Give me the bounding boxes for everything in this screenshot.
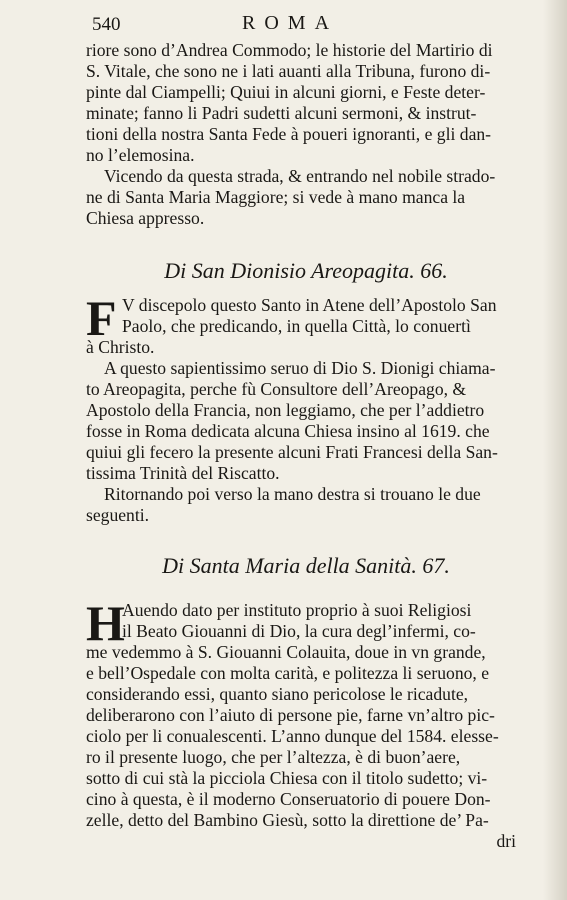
text-line: Vicendo da questa strada, & entrando nel nobile strado- <box>104 166 496 186</box>
text-line: riore sono d’Andrea Commodo; le historie del Martirio di <box>86 40 493 60</box>
catchword: dri <box>496 831 516 851</box>
text-line: no l’elemosina. <box>86 145 195 165</box>
text-line: ne di Santa Maria Maggiore; si vede à mano manca la <box>86 187 466 207</box>
text-line: considerando essi, quanto siano pericolose le ricadute, <box>86 684 469 704</box>
text-line: fosse in Roma dedicata alcuna Chiesa insino al 1619. che <box>86 421 490 441</box>
section-66-text <box>86 290 526 526</box>
text-line: e bell’Ospedale con molta carità, e politezza li seruono, e <box>86 663 490 683</box>
text-line: V discepolo questo Santo in Atene dell’Apostolo San <box>122 295 497 315</box>
page-edge-shadow <box>543 0 567 900</box>
text-line: sotto di cui stà la picciola Chiesa con il titolo sudetto; vi- <box>86 768 488 788</box>
page-header <box>92 12 522 38</box>
text-line: A questo sapientissimo seruo di Dio S. Dionigi chiama- <box>104 358 496 378</box>
dropcap-block <box>86 290 526 346</box>
text-line: me vedemmo à S. Giouanni Colauita, doue in vn grande, <box>86 642 486 662</box>
section-heading-67: Di Santa Maria della Sanità. 67. <box>162 553 450 578</box>
text-line: minate; fanno li Padri sudetti alcuni sermoni, & instrut- <box>86 103 477 123</box>
text-line: Ritornando poi verso la mano destra si trouano le due <box>104 484 481 504</box>
section-heading-66: Di San Dionisio Areopagita. 66. <box>164 258 448 283</box>
text-line: deliberarono con l’aiuto di persone pie, farne vn’altro pic- <box>86 705 495 725</box>
text-line: tioni della nostra Santa Fede à poueri ignoranti, e gli dan- <box>86 124 492 144</box>
text-line: Chiesa appresso. <box>86 208 205 228</box>
text-line: pinte dal Ciampelli; Quiui in alcuni giorni, e Feste deter- <box>86 82 486 102</box>
text-line: ciolo per li conualescenti. L’anno dunque del 1584. elesse- <box>86 726 499 746</box>
paragraph-continuation <box>86 40 526 229</box>
text-line: cino à questa, è il moderno Conseruatorio di pouere Don- <box>86 789 491 809</box>
page-number: 540 <box>92 14 121 35</box>
text-line: zelle, detto del Bambino Giesù, sotto la direttione de’ Pa- <box>86 810 489 830</box>
text-line: seguenti. <box>86 505 150 525</box>
text-line: à Christo. <box>86 337 155 357</box>
text-line: Paolo, che predicando, in quella Città, lo conuertì <box>122 316 471 336</box>
text-line: to Areopagita, perche fù Consultore dell’Areopago, & <box>86 379 467 399</box>
drop-cap-letter: F <box>86 290 117 346</box>
text-line: tissima Trinità del Riscatto. <box>86 463 280 483</box>
text-line: S. Vitale, che sono ne i lati auanti alla Tribuna, furono di- <box>86 61 491 81</box>
running-head: ROMA <box>242 12 339 34</box>
text-line: Auendo dato per instituto proprio à suoi Religiosi <box>122 600 472 620</box>
text-line: quiui gli fecero la presente alcuni Frati Francesi della San- <box>86 442 498 462</box>
text-line: il Beato Giouanni di Dio, la cura degl’infermi, co- <box>122 621 476 641</box>
section-67-text <box>86 595 526 852</box>
dropcap-block <box>86 595 526 651</box>
drop-cap-letter: H <box>86 595 125 651</box>
text-line: Apostolo della Francia, non leggiamo, che per l’addietro <box>86 400 485 420</box>
text-line: ro il presente luogo, che per l’altezza, è di buon’aere, <box>86 747 461 767</box>
